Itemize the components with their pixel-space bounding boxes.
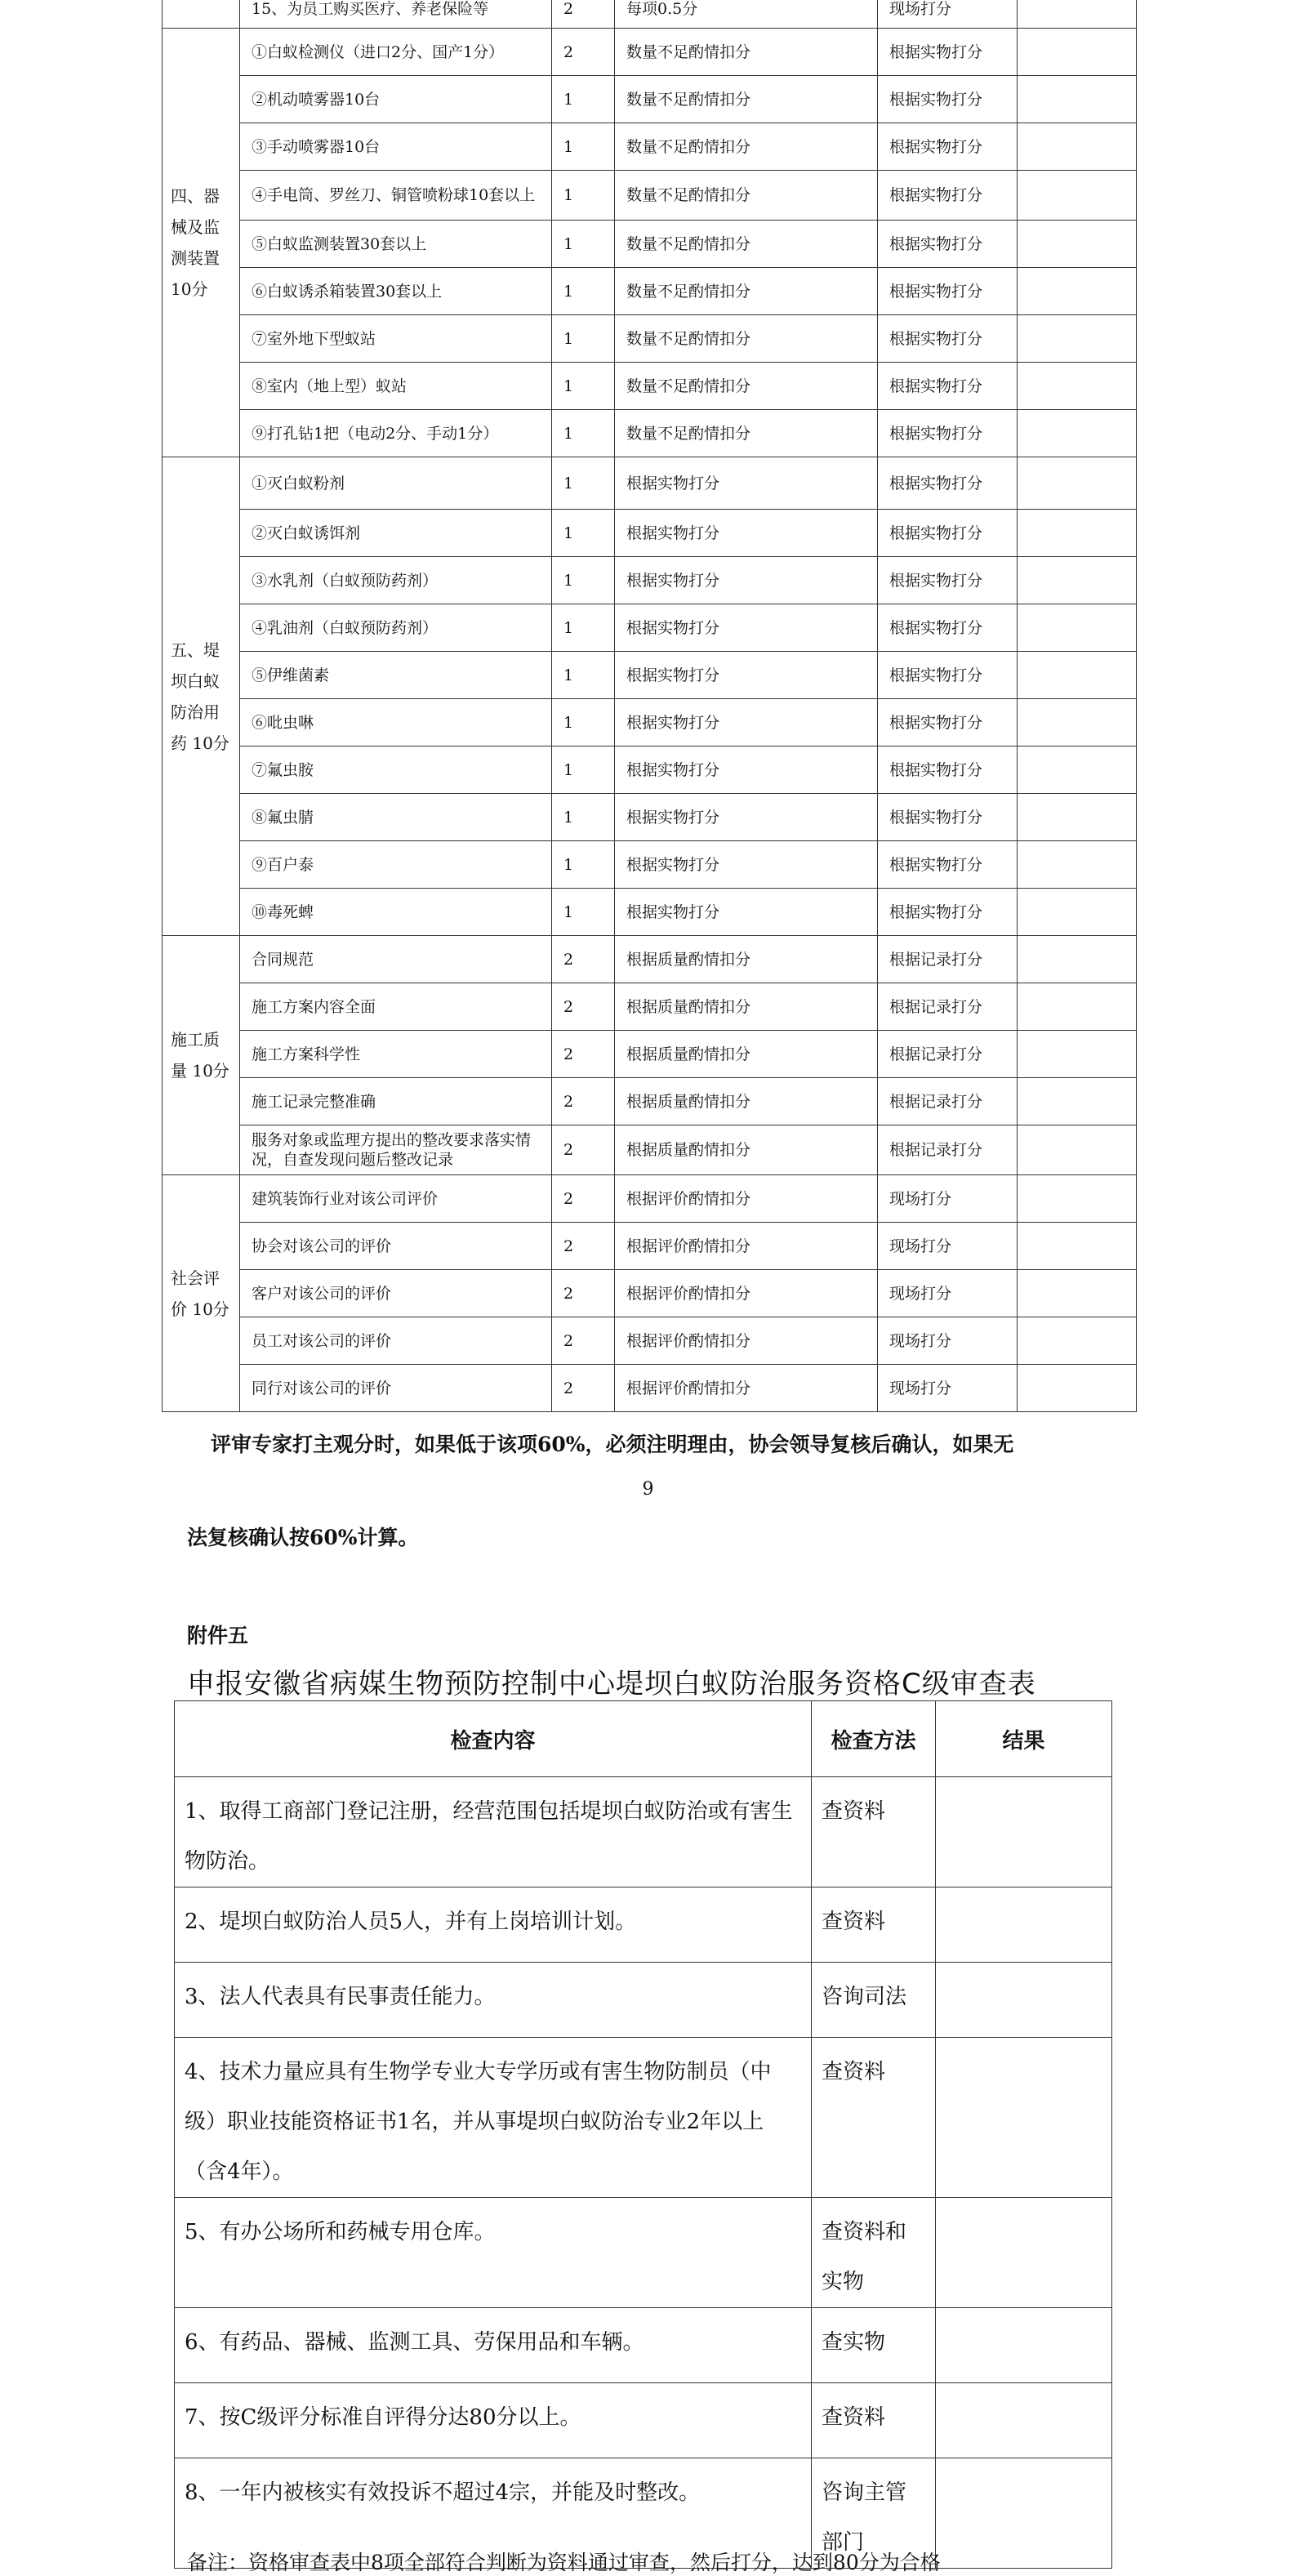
cell-method: 现场打分 [878,1365,1018,1412]
cell-score: 2 [552,1175,615,1223]
group-label: 社会评价 10分 [163,1175,240,1412]
cell-remark [1018,699,1137,747]
cell-item: 合同规范 [240,936,552,983]
cell-method: 根据实物打分 [878,76,1018,123]
cell-content: 4、技术力量应具有生物学专业大专学历或有害生物防制员（中级）职业技能资格证书1名，并从事堤坝白蚁防治专业2年以上（含4年）。 [175,2038,812,2198]
cell-method: 查资料 [812,1777,936,1887]
cell-item: ⑩毒死蜱 [240,889,552,936]
cell-remark [1018,363,1137,410]
cell-method: 根据实物打分 [878,510,1018,557]
cell-score: 1 [552,457,615,510]
cell-standard: 根据实物打分 [615,794,878,841]
cell-score: 1 [552,557,615,604]
scoring-table [162,0,1137,1412]
cell-standard: 根据质量酌情扣分 [615,936,878,983]
cell-remark [1018,1270,1137,1317]
cell-item: ⑨打孔钻1把（电动2分、手动1分） [240,410,552,457]
cell-remark [1018,604,1137,652]
annex-label: 附件五 [187,1624,249,1647]
cell-method: 根据实物打分 [878,268,1018,315]
table-row [163,363,1137,410]
cell-standard: 根据评价酌情扣分 [615,1365,878,1412]
cell-method: 查实物 [812,2308,936,2383]
table-row [163,557,1137,604]
cell-method: 根据实物打分 [878,410,1018,457]
cell-item: ⑦室外地下型蚁站 [240,315,552,363]
cell-method: 现场打分 [878,0,1018,29]
cell-score: 2 [552,983,615,1031]
table-row [163,936,1137,983]
cell-method: 现场打分 [878,1223,1018,1270]
cell-method: 根据实物打分 [878,794,1018,841]
cell-remark [1018,889,1137,936]
cell-standard: 数量不足酌情扣分 [615,76,878,123]
cell-standard: 根据实物打分 [615,841,878,889]
table-row [175,1887,1112,1963]
cell-remark [1018,1317,1137,1365]
cell-result [936,1887,1112,1963]
table-row [163,794,1137,841]
cell-item: ⑦氟虫胺 [240,747,552,794]
cell-item: ⑤伊维菌素 [240,652,552,699]
cell-remark [1018,1125,1137,1175]
cell-remark [1018,29,1137,76]
table-row [175,2198,1112,2308]
cell-method: 根据实物打分 [878,123,1018,171]
table-row [163,841,1137,889]
cell-standard: 根据实物打分 [615,557,878,604]
cell-method: 根据实物打分 [878,747,1018,794]
cell-standard: 根据质量酌情扣分 [615,983,878,1031]
cell-score: 2 [552,1365,615,1412]
cell-method: 现场打分 [878,1175,1018,1223]
group-label: 五、堤坝白蚁防治用药 10分 [163,457,240,936]
cell-remark [1018,221,1137,268]
table-row [163,1317,1137,1365]
table-row [163,0,1137,29]
cell-score: 1 [552,794,615,841]
review-table-title: 申报安徽省病媒生物预防控制中心堤坝白蚁防治服务资格C级审查表 [187,1668,1036,1700]
cell-content: 3、法人代表具有民事责任能力。 [175,1963,812,2038]
cell-item: 员工对该公司的评价 [240,1317,552,1365]
cell-remark [1018,268,1137,315]
cell-standard: 根据实物打分 [615,510,878,557]
cell-item: ②灭白蚁诱饵剂 [240,510,552,557]
cell-score: 2 [552,1223,615,1270]
cell-standard: 根据实物打分 [615,747,878,794]
cell-method: 根据实物打分 [878,171,1018,221]
table-row [163,1175,1137,1223]
cell-standard: 根据质量酌情扣分 [615,1078,878,1125]
table-row [163,1125,1137,1175]
table-row [163,410,1137,457]
group-label: 四、器械及监测装置10分 [163,29,240,457]
table-row [163,604,1137,652]
table-row [163,1078,1137,1125]
table-row [163,457,1137,510]
cell-score: 1 [552,510,615,557]
table-row [163,652,1137,699]
cell-item: ⑥吡虫啉 [240,699,552,747]
cell-method: 根据记录打分 [878,936,1018,983]
cell-item: ⑤白蚁监测装置30套以上 [240,221,552,268]
cell-remark [1018,171,1137,221]
cell-item: ①白蚁检测仪（进口2分、国产1分） [240,29,552,76]
cell-remark [1018,1365,1137,1412]
cell-score: 2 [552,1078,615,1125]
cell-method: 根据实物打分 [878,699,1018,747]
cell-method: 根据记录打分 [878,1031,1018,1078]
cell-item: ②机动喷雾器10台 [240,76,552,123]
cell-standard: 根据质量酌情扣分 [615,1031,878,1078]
table-row [175,2038,1112,2198]
cell-score: 2 [552,1317,615,1365]
cell-remark [1018,794,1137,841]
cell-score: 2 [552,1031,615,1078]
table-row [163,1031,1137,1078]
cell-method: 根据实物打分 [878,315,1018,363]
cell-standard: 数量不足酌情扣分 [615,123,878,171]
cell-content: 1、取得工商部门登记注册，经营范围包括堤坝白蚁防治或有害生物防治。 [175,1777,812,1887]
cell-remark [1018,1223,1137,1270]
table-row [163,1365,1137,1412]
table-row [163,221,1137,268]
cell-method: 根据记录打分 [878,983,1018,1031]
cell-item: 建筑装饰行业对该公司评价 [240,1175,552,1223]
cell-remark [1018,410,1137,457]
review-table [174,1700,1112,2569]
cell-item: 施工记录完整准确 [240,1078,552,1125]
cell-standard: 根据评价酌情扣分 [615,1270,878,1317]
cell-standard: 数量不足酌情扣分 [615,315,878,363]
table-row [163,123,1137,171]
cell-score: 1 [552,363,615,410]
cell-item: 客户对该公司的评价 [240,1270,552,1317]
table-row [175,2308,1112,2383]
cell-standard: 根据评价酌情扣分 [615,1317,878,1365]
cell-method: 查资料 [812,2383,936,2458]
cell-remark [1018,123,1137,171]
cell-standard: 根据实物打分 [615,652,878,699]
cell-result [936,2308,1112,2383]
table-row [163,510,1137,557]
cell-remark [1018,1031,1137,1078]
cell-method: 查资料 [812,2038,936,2198]
cell-item: 同行对该公司的评价 [240,1365,552,1412]
cell-standard: 数量不足酌情扣分 [615,363,878,410]
cell-score: 1 [552,889,615,936]
cell-remark [1018,1078,1137,1125]
cell-score: 1 [552,699,615,747]
cell-score: 1 [552,652,615,699]
cell-remark [1018,747,1137,794]
table-row [163,747,1137,794]
cell-content: 2、堤坝白蚁防治人员5人，并有上岗培训计划。 [175,1887,812,1963]
scoring-note-line2: 法复核确认按60%计算。 [187,1526,419,1549]
cell-method: 现场打分 [878,1270,1018,1317]
cell-method: 根据实物打分 [878,652,1018,699]
table-row [163,171,1137,221]
scoring-note-line1: 评审专家打主观分时，如果低于该项60%，必须注明理由，协会领导复核后确认，如果无 [211,1433,1014,1456]
cell-content: 7、按C级评分标准自评得分达80分以上。 [175,2383,812,2458]
cell-remark [1018,652,1137,699]
cell-result [936,2383,1112,2458]
cell-item: 协会对该公司的评价 [240,1223,552,1270]
cell-result [936,2038,1112,2198]
header-result: 结果 [936,1701,1112,1777]
cell-score: 1 [552,171,615,221]
cell-item: ⑨百户泰 [240,841,552,889]
cell-standard: 根据实物打分 [615,604,878,652]
cell-remark [1018,76,1137,123]
cell-score: 2 [552,29,615,76]
cell-score: 1 [552,76,615,123]
cell-method: 根据实物打分 [878,29,1018,76]
cell-method: 根据实物打分 [878,457,1018,510]
cell-method: 根据实物打分 [878,604,1018,652]
cell-remark [1018,936,1137,983]
group-label [163,0,240,29]
cell-item: ④乳油剂（白蚁预防药剂） [240,604,552,652]
cell-score: 2 [552,1270,615,1317]
cell-score: 1 [552,604,615,652]
cell-score: 1 [552,841,615,889]
cell-standard: 根据评价酌情扣分 [615,1175,878,1223]
table-row [163,29,1137,76]
cell-item: ①灭白蚁粉剂 [240,457,552,510]
cell-item: 施工方案科学性 [240,1031,552,1078]
cell-content: 6、有药品、器械、监测工具、劳保用品和车辆。 [175,2308,812,2383]
cell-method: 根据实物打分 [878,889,1018,936]
cell-method: 根据实物打分 [878,221,1018,268]
cell-remark [1018,841,1137,889]
cell-standard: 根据实物打分 [615,457,878,510]
cell-method: 根据实物打分 [878,841,1018,889]
cell-item: 15、为员工购买医疗、养老保险等 [240,0,552,29]
cell-remark [1018,1175,1137,1223]
page-number: 9 [642,1479,654,1500]
cell-remark [1018,510,1137,557]
cell-standard: 根据评价酌情扣分 [615,1223,878,1270]
cell-score: 1 [552,410,615,457]
cell-method: 查资料和实物 [812,2198,936,2308]
cell-standard: 数量不足酌情扣分 [615,29,878,76]
table-row [175,1963,1112,2038]
cell-remark [1018,315,1137,363]
cell-item: ⑧室内（地上型）蚁站 [240,363,552,410]
cell-method: 根据实物打分 [878,363,1018,410]
cell-score: 1 [552,221,615,268]
cell-result [936,2198,1112,2308]
header-content: 检查内容 [175,1701,812,1777]
cell-method: 根据记录打分 [878,1125,1018,1175]
group-label: 施工质量 10分 [163,936,240,1175]
cell-remark [1018,557,1137,604]
cell-standard: 数量不足酌情扣分 [615,268,878,315]
table-row [175,2383,1112,2458]
cell-remark [1018,983,1137,1031]
header-method: 检查方法 [812,1701,936,1777]
cell-result [936,1963,1112,2038]
cell-standard: 数量不足酌情扣分 [615,410,878,457]
cell-result [936,2458,1112,2569]
cell-content: 5、有办公场所和药械专用仓库。 [175,2198,812,2308]
cell-method: 根据实物打分 [878,557,1018,604]
cell-item: ③手动喷雾器10台 [240,123,552,171]
table-row [175,1777,1112,1887]
cell-method: 咨询司法 [812,1963,936,2038]
cell-standard: 根据实物打分 [615,699,878,747]
table-row [163,699,1137,747]
cell-item: 施工方案内容全面 [240,983,552,1031]
cell-result [936,1777,1112,1887]
cell-score: 2 [552,1125,615,1175]
cell-item: ③水乳剂（白蚁预防药剂） [240,557,552,604]
cell-score: 2 [552,936,615,983]
cell-content: 8、一年内被核实有效投诉不超过4宗，并能及时整改。 [175,2458,812,2569]
table-row [163,1223,1137,1270]
cell-score: 2 [552,0,615,29]
cell-standard: 每项0.5分 [615,0,878,29]
table-row [163,983,1137,1031]
cell-method: 根据记录打分 [878,1078,1018,1125]
cell-standard: 数量不足酌情扣分 [615,171,878,221]
cell-method: 现场打分 [878,1317,1018,1365]
cell-score: 1 [552,315,615,363]
table-row [163,889,1137,936]
footer-note: 备注：资格审查表中8项全部符合判断为资料通过审查，然后打分，达到80分为合格 [187,2551,941,2574]
cell-item: ⑧氟虫腈 [240,794,552,841]
table-row [163,268,1137,315]
cell-score: 1 [552,268,615,315]
table-row [163,315,1137,363]
cell-item: ④手电筒、罗丝刀、铜管喷粉球10套以上 [240,171,552,221]
table-row [163,76,1137,123]
cell-method: 查资料 [812,1887,936,1963]
table-row [163,1270,1137,1317]
cell-remark [1018,0,1137,29]
cell-method: 咨询主管部门 [812,2458,936,2569]
cell-remark [1018,457,1137,510]
cell-item: ⑥白蚁诱杀箱装置30套以上 [240,268,552,315]
cell-score: 1 [552,123,615,171]
cell-standard: 根据质量酌情扣分 [615,1125,878,1175]
cell-standard: 数量不足酌情扣分 [615,221,878,268]
cell-score: 1 [552,747,615,794]
cell-item: 服务对象或监理方提出的整改要求落实情况，自查发现问题后整改记录 [240,1125,552,1175]
cell-standard: 根据实物打分 [615,889,878,936]
